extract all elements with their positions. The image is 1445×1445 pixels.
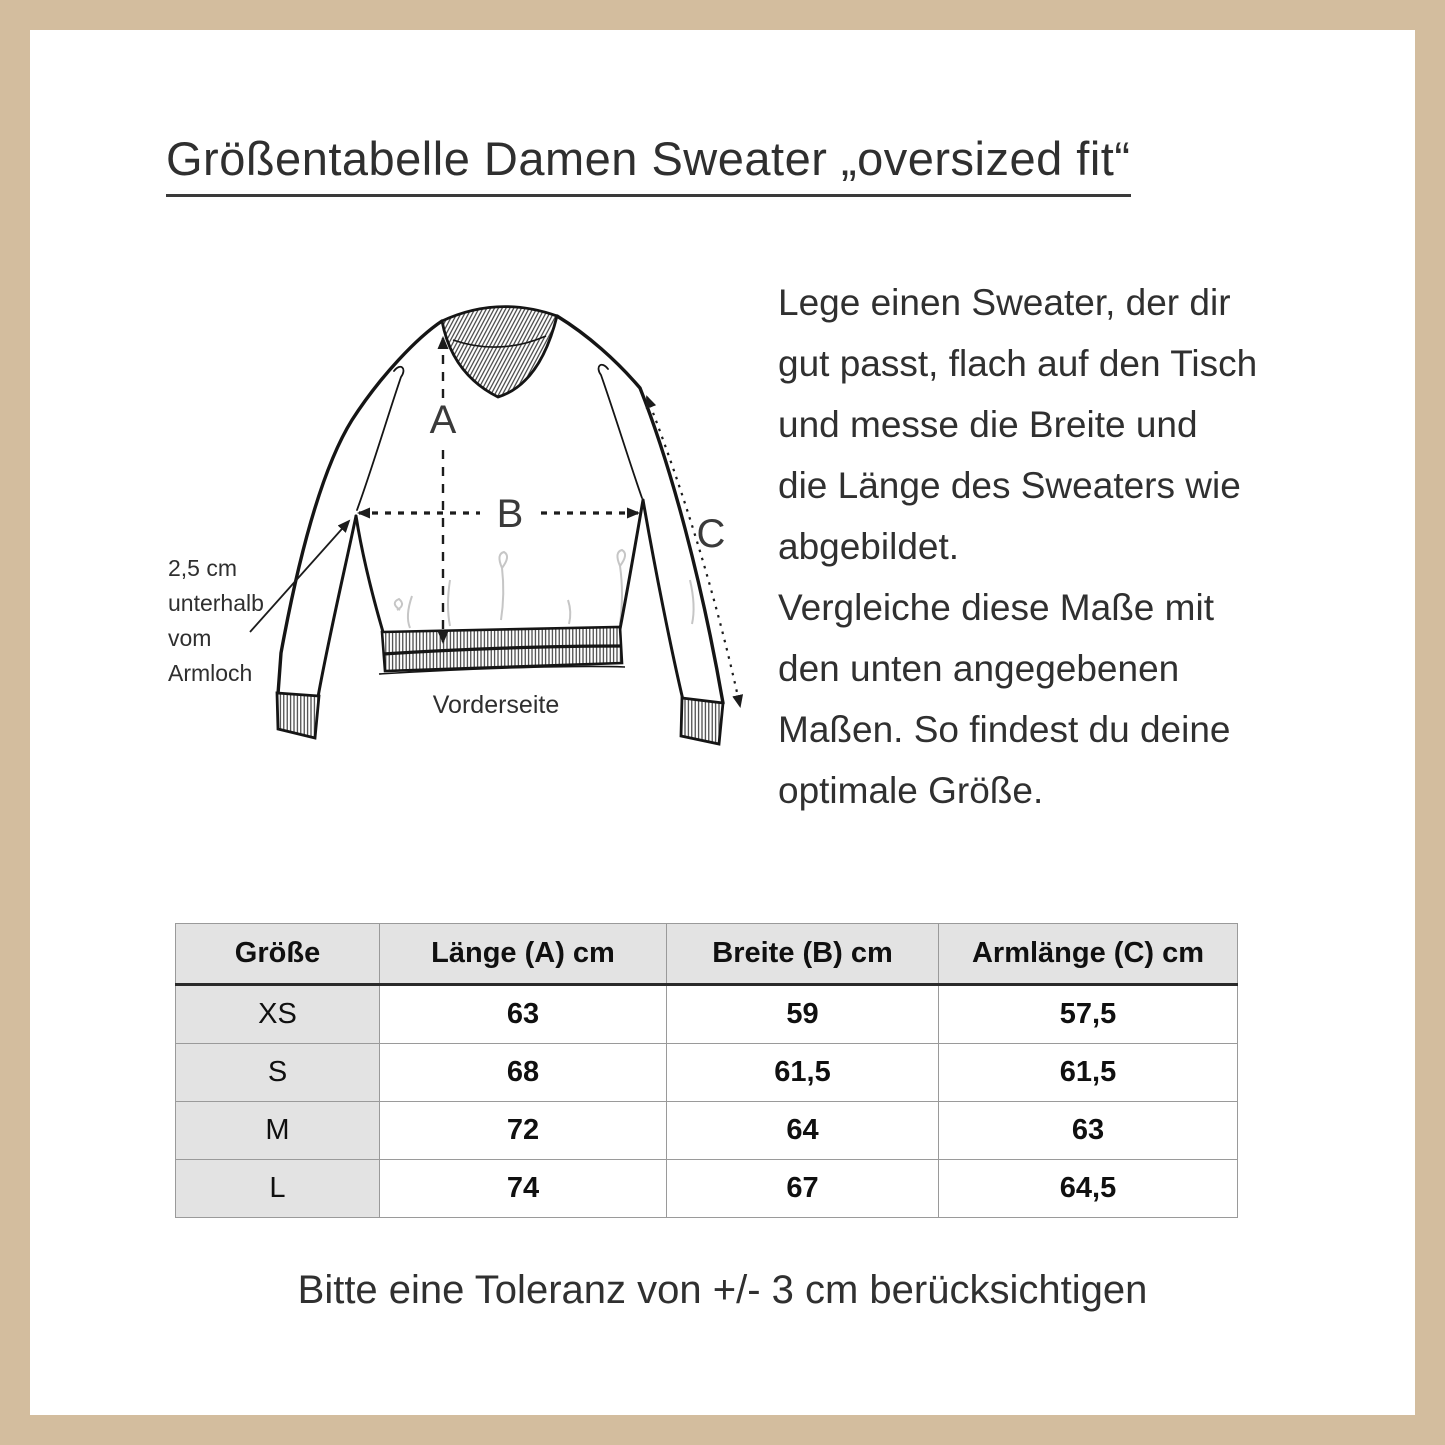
header-armlaenge: Armlänge (C) cm — [939, 924, 1238, 985]
header-laenge: Länge (A) cm — [380, 924, 667, 985]
instruction-line: und messe die Breite und — [778, 404, 1198, 445]
cell-laenge: 72 — [380, 1102, 667, 1160]
cell-breite: 59 — [667, 985, 939, 1044]
armhole-note-line-3: vom — [168, 625, 212, 651]
hem-band — [379, 627, 625, 674]
cell-size: M — [176, 1102, 380, 1160]
cell-size: L — [176, 1160, 380, 1218]
cell-laenge: 74 — [380, 1160, 667, 1218]
cell-size: XS — [176, 985, 380, 1044]
table-row-xs — [176, 985, 1238, 1044]
collar — [442, 307, 557, 397]
left-cuff — [277, 693, 319, 738]
cell-laenge: 63 — [380, 985, 667, 1044]
size-table-header-row — [176, 924, 1238, 985]
tolerance-note: Bitte eine Toleranz von +/- 3 cm berücksichtigen — [297, 1268, 1148, 1312]
measure-label-c: C — [696, 512, 726, 556]
instruction-line: den unten angegebenen — [778, 648, 1180, 689]
armhole-note-line-1: 2,5 cm — [168, 555, 238, 581]
header-groesse: Größe — [176, 924, 380, 985]
instruction-line: gut passt, flach auf den Tisch — [778, 343, 1258, 384]
page-title: Größentabelle Damen Sweater „oversized fit“ — [166, 134, 1131, 197]
cell-armlaenge: 63 — [939, 1102, 1238, 1160]
cell-armlaenge: 57,5 — [939, 985, 1238, 1044]
instruction-line: Lege einen Sweater, der dir — [778, 282, 1231, 323]
right-cuff — [681, 698, 723, 744]
table-row-m — [176, 1102, 1238, 1160]
cell-laenge: 68 — [380, 1044, 667, 1102]
cell-breite: 64 — [667, 1102, 939, 1160]
cell-breite: 67 — [667, 1160, 939, 1218]
instruction-line: die Länge des Sweaters wie — [778, 465, 1241, 506]
armhole-note — [168, 555, 264, 686]
header-breite: Breite (B) cm — [667, 924, 939, 985]
cell-breite: 61,5 — [667, 1044, 939, 1102]
measure-label-a: A — [429, 398, 457, 442]
cell-armlaenge: 64,5 — [939, 1160, 1238, 1218]
cell-size: S — [176, 1044, 380, 1102]
armhole-note-line-4: Armloch — [168, 660, 253, 686]
instruction-line: Vergleiche diese Maße mit — [778, 587, 1214, 628]
wrinkle-lines — [395, 550, 694, 628]
measure-label-b: B — [496, 492, 524, 536]
table-row-s — [176, 1044, 1238, 1102]
figure-caption: Vorderseite — [432, 691, 560, 719]
instruction-line: optimale Größe. — [778, 770, 1044, 811]
sweater-measurement-figure — [150, 280, 780, 820]
sweater-diagram — [150, 280, 780, 820]
instruction-line: Maßen. So findest du deine — [778, 709, 1231, 750]
instruction-line: abgebildet. — [778, 526, 960, 567]
size-table — [175, 923, 1238, 1218]
armhole-note-line-2: unterhalb — [168, 590, 264, 616]
cell-armlaenge: 61,5 — [939, 1044, 1238, 1102]
measuring-instructions — [778, 272, 1258, 821]
table-row-l — [176, 1160, 1238, 1218]
